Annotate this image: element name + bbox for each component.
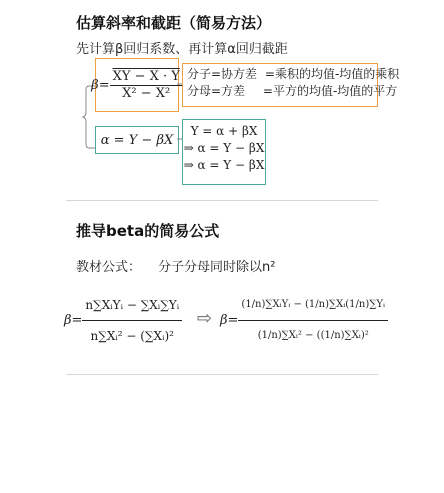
numerator-note [187,66,400,83]
formula-left-numerator: n∑XᵢYᵢ − ∑Xᵢ∑Yᵢ [82,290,182,321]
section2-title: 推导beta的简易公式 [76,222,220,240]
formula-right-lhs: β= [220,312,239,328]
section-divider-2 [66,374,378,375]
beta-formula-box [91,58,180,112]
beta-lhs: β= [91,77,110,93]
alpha-step-3: ⇒ α = Y − βX [183,158,265,172]
brace-connector [82,84,96,150]
alpha-steps-box [182,119,266,185]
beta-fraction [110,69,183,102]
formula-right-denominator: (1/n)∑Xᵢ² − ((1/n)∑Xᵢ)² [257,329,369,341]
beta-numerator: XY − X · Y [110,69,183,86]
alpha-step-2: ⇒ α = Y − βX [183,141,265,155]
textbook-label: 教材公式： [76,260,142,275]
section-divider-1 [66,200,378,201]
denominator-note-right: =平方的均值-均值的平方 [262,84,398,98]
formula-left-denominator: n∑Xᵢ² − (∑Xᵢ)² [90,328,174,343]
numerator-note-right: =乘积的均值-均值的乘积 [264,67,400,81]
beta-denominator: X² − X² [122,85,171,101]
section1-subtitle: 先计算β回归系数、再计算α回归截距 [76,42,288,57]
formula-right-fraction [238,290,388,351]
transform-arrow-icon: ⇨ [197,308,213,329]
formula-left-lhs: β= [64,312,83,328]
denominator-note [187,83,398,100]
denominator-note-left: 分母=方差 [187,84,246,98]
alpha-formula: α = Y − βX [100,132,174,148]
numerator-note-left: 分子=协方差 [187,67,258,81]
alpha-step-1: Y = α + βX [190,124,258,138]
section1-title: 估算斜率和截距（简易方法） [76,14,272,32]
formula-left-fraction [82,290,182,351]
division-note: 分子分母同时除以n² [158,260,276,275]
formula-right-numerator: (1/n)∑XᵢYᵢ − (1/n)∑Xᵢ(1/n)∑Yᵢ [238,290,388,321]
alpha-formula-box [95,126,179,154]
formula-right [220,282,385,358]
formula-left [64,282,194,358]
beta-notes-box [182,63,400,107]
